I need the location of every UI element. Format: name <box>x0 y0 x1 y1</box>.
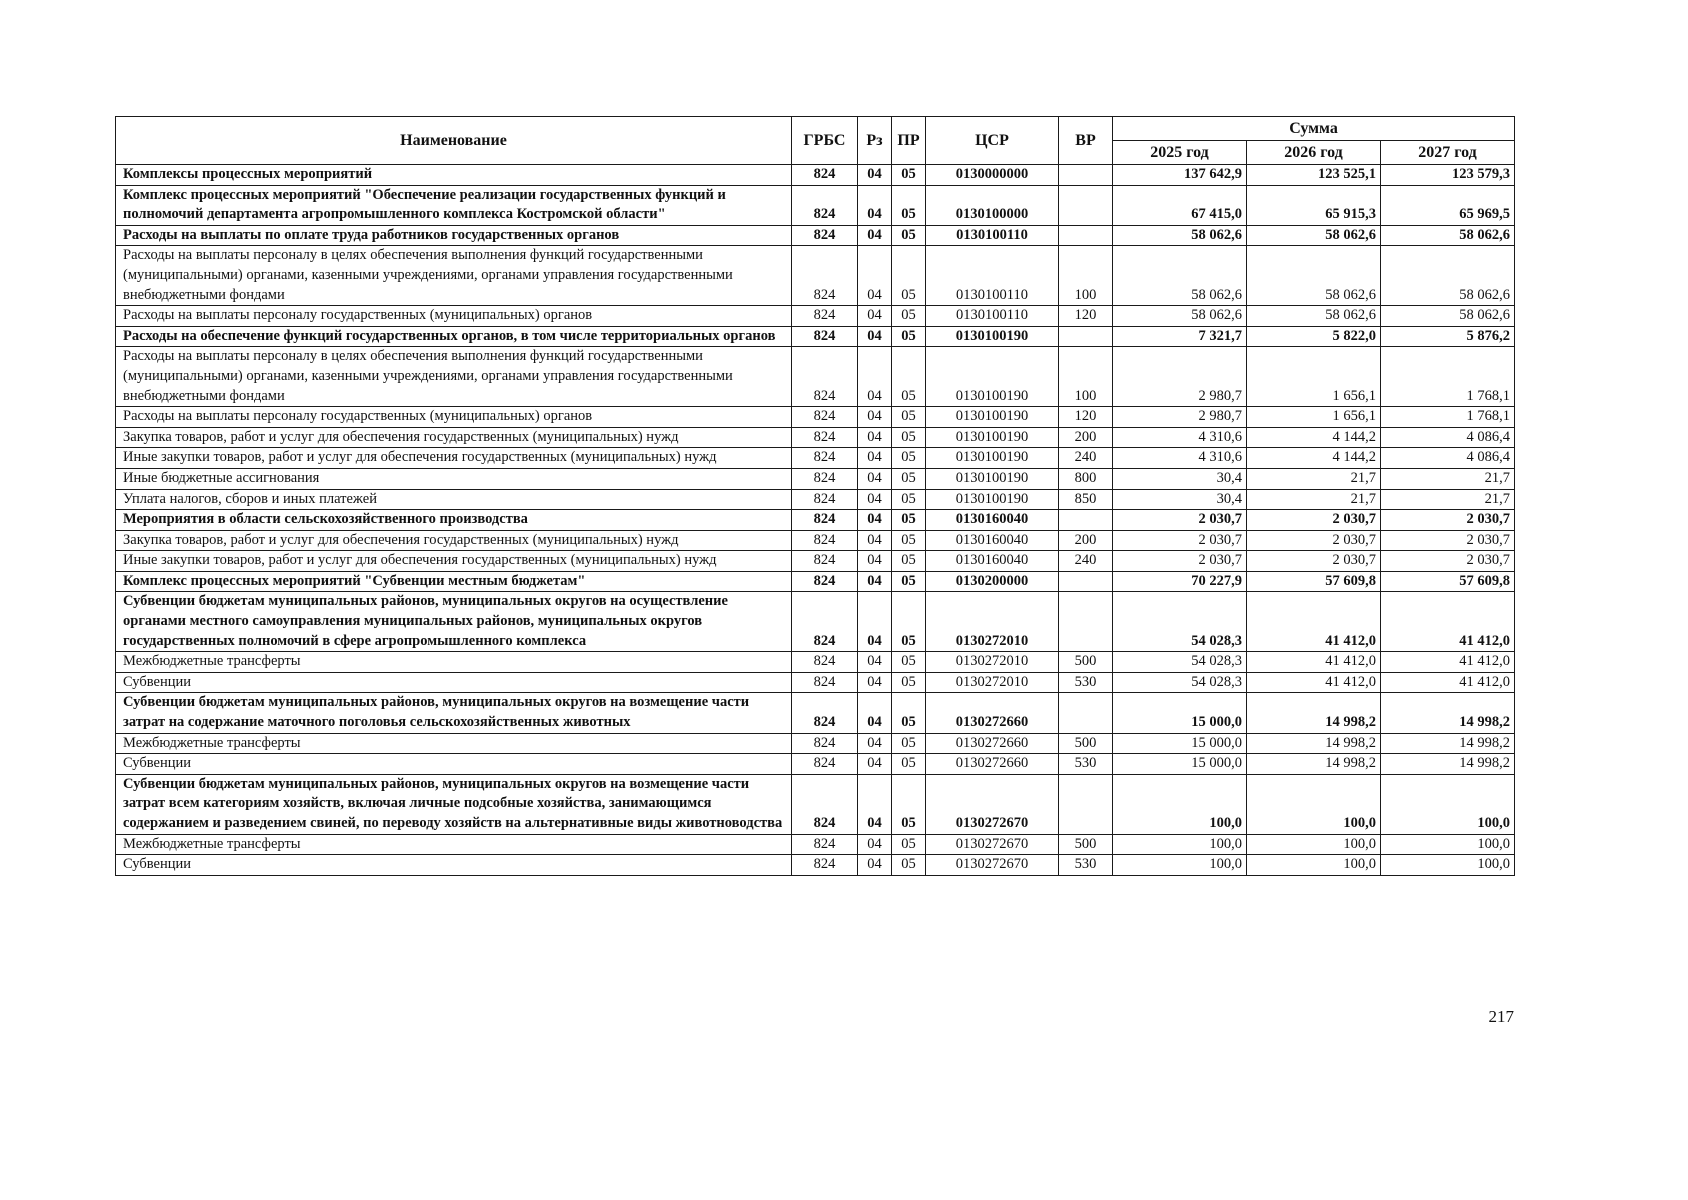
cell-csr: 0130272010 <box>926 592 1059 652</box>
table-row <box>116 326 1515 347</box>
cell-2025: 15 000,0 <box>1113 754 1247 775</box>
cell-2026: 2 030,7 <box>1247 510 1381 531</box>
cell-name: Мероприятия в области сельскохозяйственного производства <box>116 510 792 531</box>
cell-2026: 1 656,1 <box>1247 347 1381 407</box>
cell-rz: 04 <box>858 246 892 306</box>
cell-grbs: 824 <box>792 510 858 531</box>
cell-2026: 14 998,2 <box>1247 733 1381 754</box>
cell-rz: 04 <box>858 652 892 673</box>
cell-grbs: 824 <box>792 407 858 428</box>
cell-2027: 5 876,2 <box>1381 326 1515 347</box>
cell-vr <box>1059 693 1113 733</box>
cell-2025: 70 227,9 <box>1113 571 1247 592</box>
cell-csr: 0130100190 <box>926 468 1059 489</box>
cell-rz: 04 <box>858 530 892 551</box>
table-row <box>116 652 1515 673</box>
cell-2025: 54 028,3 <box>1113 672 1247 693</box>
cell-2025: 2 030,7 <box>1113 551 1247 572</box>
cell-grbs: 824 <box>792 774 858 834</box>
cell-grbs: 824 <box>792 754 858 775</box>
cell-vr <box>1059 326 1113 347</box>
cell-vr: 100 <box>1059 347 1113 407</box>
cell-csr: 0130160040 <box>926 530 1059 551</box>
table-body <box>116 165 1515 876</box>
cell-2027: 21,7 <box>1381 489 1515 510</box>
table-row <box>116 225 1515 246</box>
cell-pr: 05 <box>892 672 926 693</box>
cell-name: Иные бюджетные ассигнования <box>116 468 792 489</box>
cell-grbs: 824 <box>792 306 858 327</box>
cell-rz: 04 <box>858 427 892 448</box>
cell-rz: 04 <box>858 510 892 531</box>
table-row <box>116 246 1515 306</box>
cell-rz: 04 <box>858 672 892 693</box>
cell-name: Межбюджетные трансферты <box>116 652 792 673</box>
cell-name: Уплата налогов, сборов и иных платежей <box>116 489 792 510</box>
cell-pr: 05 <box>892 652 926 673</box>
cell-2026: 4 144,2 <box>1247 448 1381 469</box>
cell-pr: 05 <box>892 834 926 855</box>
cell-2026: 14 998,2 <box>1247 693 1381 733</box>
cell-name: Расходы на выплаты персоналу государственных (муниципальных) органов <box>116 407 792 428</box>
cell-2027: 1 768,1 <box>1381 407 1515 428</box>
cell-2025: 100,0 <box>1113 834 1247 855</box>
cell-2026: 14 998,2 <box>1247 754 1381 775</box>
cell-vr: 530 <box>1059 754 1113 775</box>
cell-name: Иные закупки товаров, работ и услуг для обеспечения государственных (муниципальных) нужд <box>116 448 792 469</box>
cell-pr: 05 <box>892 225 926 246</box>
cell-2026: 41 412,0 <box>1247 652 1381 673</box>
cell-vr: 120 <box>1059 407 1113 428</box>
cell-vr: 200 <box>1059 530 1113 551</box>
cell-vr <box>1059 592 1113 652</box>
cell-rz: 04 <box>858 754 892 775</box>
cell-name: Межбюджетные трансферты <box>116 834 792 855</box>
cell-grbs: 824 <box>792 489 858 510</box>
cell-2025: 2 980,7 <box>1113 407 1247 428</box>
cell-name: Расходы на выплаты персоналу государственных (муниципальных) органов <box>116 306 792 327</box>
cell-grbs: 824 <box>792 693 858 733</box>
cell-pr: 05 <box>892 306 926 327</box>
cell-name: Субвенции бюджетам муниципальных районов, муниципальных округов на осуществление органами местного самоуправления муниципальных районов, муниципальных округов государственных полномочий в сфере агропромышленного комплекса <box>116 592 792 652</box>
cell-csr: 0130100110 <box>926 225 1059 246</box>
cell-rz: 04 <box>858 306 892 327</box>
cell-2027: 2 030,7 <box>1381 530 1515 551</box>
cell-2027: 100,0 <box>1381 834 1515 855</box>
cell-2027: 14 998,2 <box>1381 733 1515 754</box>
cell-rz: 04 <box>858 834 892 855</box>
cell-csr: 0130100190 <box>926 407 1059 428</box>
cell-grbs: 824 <box>792 427 858 448</box>
header-rz: Рз <box>858 117 892 165</box>
table-row <box>116 592 1515 652</box>
cell-vr <box>1059 185 1113 225</box>
cell-2025: 4 310,6 <box>1113 427 1247 448</box>
cell-2027: 4 086,4 <box>1381 427 1515 448</box>
cell-2026: 58 062,6 <box>1247 306 1381 327</box>
cell-2025: 7 321,7 <box>1113 326 1247 347</box>
cell-name: Межбюджетные трансферты <box>116 733 792 754</box>
table-row <box>116 774 1515 834</box>
cell-name: Закупка товаров, работ и услуг для обеспечения государственных (муниципальных) нужд <box>116 530 792 551</box>
budget-table <box>115 116 1515 876</box>
cell-name: Расходы на выплаты по оплате труда работников государственных органов <box>116 225 792 246</box>
cell-grbs: 824 <box>792 165 858 186</box>
cell-grbs: 824 <box>792 855 858 876</box>
cell-2025: 54 028,3 <box>1113 592 1247 652</box>
table-row <box>116 468 1515 489</box>
cell-name: Субвенции <box>116 855 792 876</box>
cell-name: Комплексы процессных мероприятий <box>116 165 792 186</box>
cell-2025: 58 062,6 <box>1113 246 1247 306</box>
cell-rz: 04 <box>858 165 892 186</box>
cell-2027: 41 412,0 <box>1381 652 1515 673</box>
cell-2027: 41 412,0 <box>1381 592 1515 652</box>
cell-name: Комплекс процессных мероприятий "Субвенции местным бюджетам" <box>116 571 792 592</box>
cell-grbs: 824 <box>792 672 858 693</box>
cell-pr: 05 <box>892 347 926 407</box>
cell-2027: 100,0 <box>1381 855 1515 876</box>
cell-csr: 0130272660 <box>926 754 1059 775</box>
header-csr: ЦСР <box>926 117 1059 165</box>
cell-csr: 0130100190 <box>926 489 1059 510</box>
cell-pr: 05 <box>892 468 926 489</box>
cell-grbs: 824 <box>792 448 858 469</box>
table-row <box>116 306 1515 327</box>
cell-2027: 41 412,0 <box>1381 672 1515 693</box>
cell-pr: 05 <box>892 592 926 652</box>
cell-2026: 41 412,0 <box>1247 592 1381 652</box>
cell-rz: 04 <box>858 592 892 652</box>
cell-2027: 123 579,3 <box>1381 165 1515 186</box>
cell-2026: 123 525,1 <box>1247 165 1381 186</box>
cell-name: Комплекс процессных мероприятий "Обеспечение реализации государственных функций и полномочий департамента агропромышленного комплекса Костромской области" <box>116 185 792 225</box>
cell-vr: 800 <box>1059 468 1113 489</box>
cell-2026: 21,7 <box>1247 468 1381 489</box>
cell-csr: 0130100190 <box>926 448 1059 469</box>
table-row <box>116 427 1515 448</box>
table-row <box>116 834 1515 855</box>
cell-pr: 05 <box>892 448 926 469</box>
cell-2027: 58 062,6 <box>1381 225 1515 246</box>
cell-vr: 530 <box>1059 855 1113 876</box>
cell-vr: 530 <box>1059 672 1113 693</box>
cell-csr: 0130200000 <box>926 571 1059 592</box>
cell-vr: 200 <box>1059 427 1113 448</box>
cell-2026: 4 144,2 <box>1247 427 1381 448</box>
cell-2026: 100,0 <box>1247 774 1381 834</box>
cell-pr: 05 <box>892 510 926 531</box>
cell-pr: 05 <box>892 571 926 592</box>
table-row <box>116 530 1515 551</box>
cell-pr: 05 <box>892 326 926 347</box>
header-year-2027: 2027 год <box>1381 141 1515 165</box>
cell-grbs: 824 <box>792 834 858 855</box>
cell-pr: 05 <box>892 733 926 754</box>
cell-csr: 0130160040 <box>926 510 1059 531</box>
cell-2025: 4 310,6 <box>1113 448 1247 469</box>
cell-grbs: 824 <box>792 246 858 306</box>
cell-2026: 21,7 <box>1247 489 1381 510</box>
cell-2027: 21,7 <box>1381 468 1515 489</box>
cell-vr: 850 <box>1059 489 1113 510</box>
cell-2027: 1 768,1 <box>1381 347 1515 407</box>
header-name: Наименование <box>116 117 792 165</box>
cell-csr: 0130272010 <box>926 652 1059 673</box>
cell-vr <box>1059 225 1113 246</box>
table-row <box>116 672 1515 693</box>
table-row <box>116 754 1515 775</box>
header-year-2025: 2025 год <box>1113 141 1247 165</box>
cell-2025: 67 415,0 <box>1113 185 1247 225</box>
cell-2025: 2 030,7 <box>1113 510 1247 531</box>
cell-2026: 57 609,8 <box>1247 571 1381 592</box>
cell-2025: 2 030,7 <box>1113 530 1247 551</box>
cell-2027: 58 062,6 <box>1381 246 1515 306</box>
cell-2026: 100,0 <box>1247 834 1381 855</box>
cell-rz: 04 <box>858 468 892 489</box>
cell-csr: 0130100110 <box>926 306 1059 327</box>
cell-2025: 100,0 <box>1113 855 1247 876</box>
cell-grbs: 824 <box>792 468 858 489</box>
cell-2026: 58 062,6 <box>1247 225 1381 246</box>
cell-2025: 58 062,6 <box>1113 225 1247 246</box>
header-vr: ВР <box>1059 117 1113 165</box>
cell-rz: 04 <box>858 733 892 754</box>
table-row <box>116 448 1515 469</box>
cell-name: Субвенции бюджетам муниципальных районов, муниципальных округов на возмещение части затрат на содержание маточного поголовья сельскохозяйственных животных <box>116 693 792 733</box>
cell-2025: 15 000,0 <box>1113 733 1247 754</box>
cell-pr: 05 <box>892 489 926 510</box>
cell-rz: 04 <box>858 347 892 407</box>
cell-2027: 57 609,8 <box>1381 571 1515 592</box>
cell-pr: 05 <box>892 855 926 876</box>
cell-2026: 2 030,7 <box>1247 530 1381 551</box>
cell-csr: 0130272660 <box>926 693 1059 733</box>
cell-pr: 05 <box>892 246 926 306</box>
cell-vr: 100 <box>1059 246 1113 306</box>
cell-grbs: 824 <box>792 530 858 551</box>
cell-vr <box>1059 774 1113 834</box>
cell-vr: 240 <box>1059 448 1113 469</box>
cell-csr: 0130000000 <box>926 165 1059 186</box>
table-row <box>116 571 1515 592</box>
cell-name: Иные закупки товаров, работ и услуг для обеспечения государственных (муниципальных) нужд <box>116 551 792 572</box>
table-row <box>116 165 1515 186</box>
cell-2025: 54 028,3 <box>1113 652 1247 673</box>
cell-rz: 04 <box>858 693 892 733</box>
cell-csr: 0130100000 <box>926 185 1059 225</box>
cell-name: Субвенции бюджетам муниципальных районов, муниципальных округов на возмещение части затрат всем категориям хозяйств, включая личные подсобные хозяйства, занимающимся содержанием и разведением свиней, по переводу хозяйств на альтернативные виды животноводства <box>116 774 792 834</box>
cell-pr: 05 <box>892 185 926 225</box>
cell-grbs: 824 <box>792 592 858 652</box>
cell-2026: 65 915,3 <box>1247 185 1381 225</box>
cell-2025: 30,4 <box>1113 468 1247 489</box>
cell-csr: 0130272660 <box>926 733 1059 754</box>
cell-2026: 100,0 <box>1247 855 1381 876</box>
cell-2027: 14 998,2 <box>1381 693 1515 733</box>
cell-vr: 240 <box>1059 551 1113 572</box>
cell-name: Субвенции <box>116 672 792 693</box>
cell-grbs: 824 <box>792 551 858 572</box>
header-year-2026: 2026 год <box>1247 141 1381 165</box>
cell-pr: 05 <box>892 754 926 775</box>
cell-vr <box>1059 165 1113 186</box>
header-sum: Сумма <box>1113 117 1515 141</box>
cell-grbs: 824 <box>792 326 858 347</box>
table-row <box>116 407 1515 428</box>
cell-2025: 137 642,9 <box>1113 165 1247 186</box>
cell-2025: 2 980,7 <box>1113 347 1247 407</box>
cell-csr: 0130272670 <box>926 774 1059 834</box>
cell-vr: 120 <box>1059 306 1113 327</box>
table-row <box>116 551 1515 572</box>
cell-2025: 100,0 <box>1113 774 1247 834</box>
cell-2026: 1 656,1 <box>1247 407 1381 428</box>
page-number: 217 <box>1488 1007 1514 1026</box>
cell-2025: 15 000,0 <box>1113 693 1247 733</box>
cell-2026: 41 412,0 <box>1247 672 1381 693</box>
cell-2026: 2 030,7 <box>1247 551 1381 572</box>
cell-pr: 05 <box>892 551 926 572</box>
cell-name: Субвенции <box>116 754 792 775</box>
cell-vr: 500 <box>1059 652 1113 673</box>
cell-2026: 58 062,6 <box>1247 246 1381 306</box>
cell-rz: 04 <box>858 225 892 246</box>
cell-2026: 5 822,0 <box>1247 326 1381 347</box>
cell-grbs: 824 <box>792 652 858 673</box>
cell-rz: 04 <box>858 448 892 469</box>
cell-2025: 58 062,6 <box>1113 306 1247 327</box>
cell-csr: 0130272010 <box>926 672 1059 693</box>
cell-pr: 05 <box>892 693 926 733</box>
cell-pr: 05 <box>892 427 926 448</box>
table-row <box>116 347 1515 407</box>
cell-grbs: 824 <box>792 733 858 754</box>
cell-vr: 500 <box>1059 733 1113 754</box>
cell-csr: 0130100190 <box>926 347 1059 407</box>
cell-2025: 30,4 <box>1113 489 1247 510</box>
cell-csr: 0130160040 <box>926 551 1059 572</box>
cell-grbs: 824 <box>792 347 858 407</box>
cell-rz: 04 <box>858 489 892 510</box>
cell-2027: 2 030,7 <box>1381 551 1515 572</box>
header-grbs: ГРБС <box>792 117 858 165</box>
header-pr: ПР <box>892 117 926 165</box>
cell-pr: 05 <box>892 165 926 186</box>
table-row <box>116 855 1515 876</box>
cell-rz: 04 <box>858 774 892 834</box>
cell-rz: 04 <box>858 571 892 592</box>
cell-pr: 05 <box>892 407 926 428</box>
cell-2027: 100,0 <box>1381 774 1515 834</box>
cell-2027: 14 998,2 <box>1381 754 1515 775</box>
table-row <box>116 733 1515 754</box>
cell-csr: 0130100110 <box>926 246 1059 306</box>
cell-vr <box>1059 510 1113 531</box>
cell-2027: 2 030,7 <box>1381 510 1515 531</box>
cell-grbs: 824 <box>792 571 858 592</box>
cell-rz: 04 <box>858 407 892 428</box>
cell-name: Закупка товаров, работ и услуг для обеспечения государственных (муниципальных) нужд <box>116 427 792 448</box>
cell-pr: 05 <box>892 530 926 551</box>
table-row <box>116 510 1515 531</box>
table-row <box>116 185 1515 225</box>
cell-2027: 4 086,4 <box>1381 448 1515 469</box>
cell-csr: 0130100190 <box>926 427 1059 448</box>
cell-rz: 04 <box>858 185 892 225</box>
cell-csr: 0130272670 <box>926 834 1059 855</box>
cell-grbs: 824 <box>792 185 858 225</box>
cell-vr <box>1059 571 1113 592</box>
cell-rz: 04 <box>858 326 892 347</box>
cell-vr: 500 <box>1059 834 1113 855</box>
cell-rz: 04 <box>858 855 892 876</box>
cell-2027: 58 062,6 <box>1381 306 1515 327</box>
cell-2027: 65 969,5 <box>1381 185 1515 225</box>
cell-pr: 05 <box>892 774 926 834</box>
cell-rz: 04 <box>858 551 892 572</box>
cell-name: Расходы на выплаты персоналу в целях обеспечения выполнения функций государственными (муниципальными) органами, казенными учреждениями, органами управления государственными внебюджетными фондами <box>116 246 792 306</box>
table-row <box>116 693 1515 733</box>
cell-grbs: 824 <box>792 225 858 246</box>
cell-csr: 0130100190 <box>926 326 1059 347</box>
cell-name: Расходы на обеспечение функций государственных органов, в том числе территориальных органов <box>116 326 792 347</box>
cell-csr: 0130272670 <box>926 855 1059 876</box>
table-header <box>116 117 1515 165</box>
table-row <box>116 489 1515 510</box>
cell-name: Расходы на выплаты персоналу в целях обеспечения выполнения функций государственными (муниципальными) органами, казенными учреждениями, органами управления государственными внебюджетными фондами <box>116 347 792 407</box>
